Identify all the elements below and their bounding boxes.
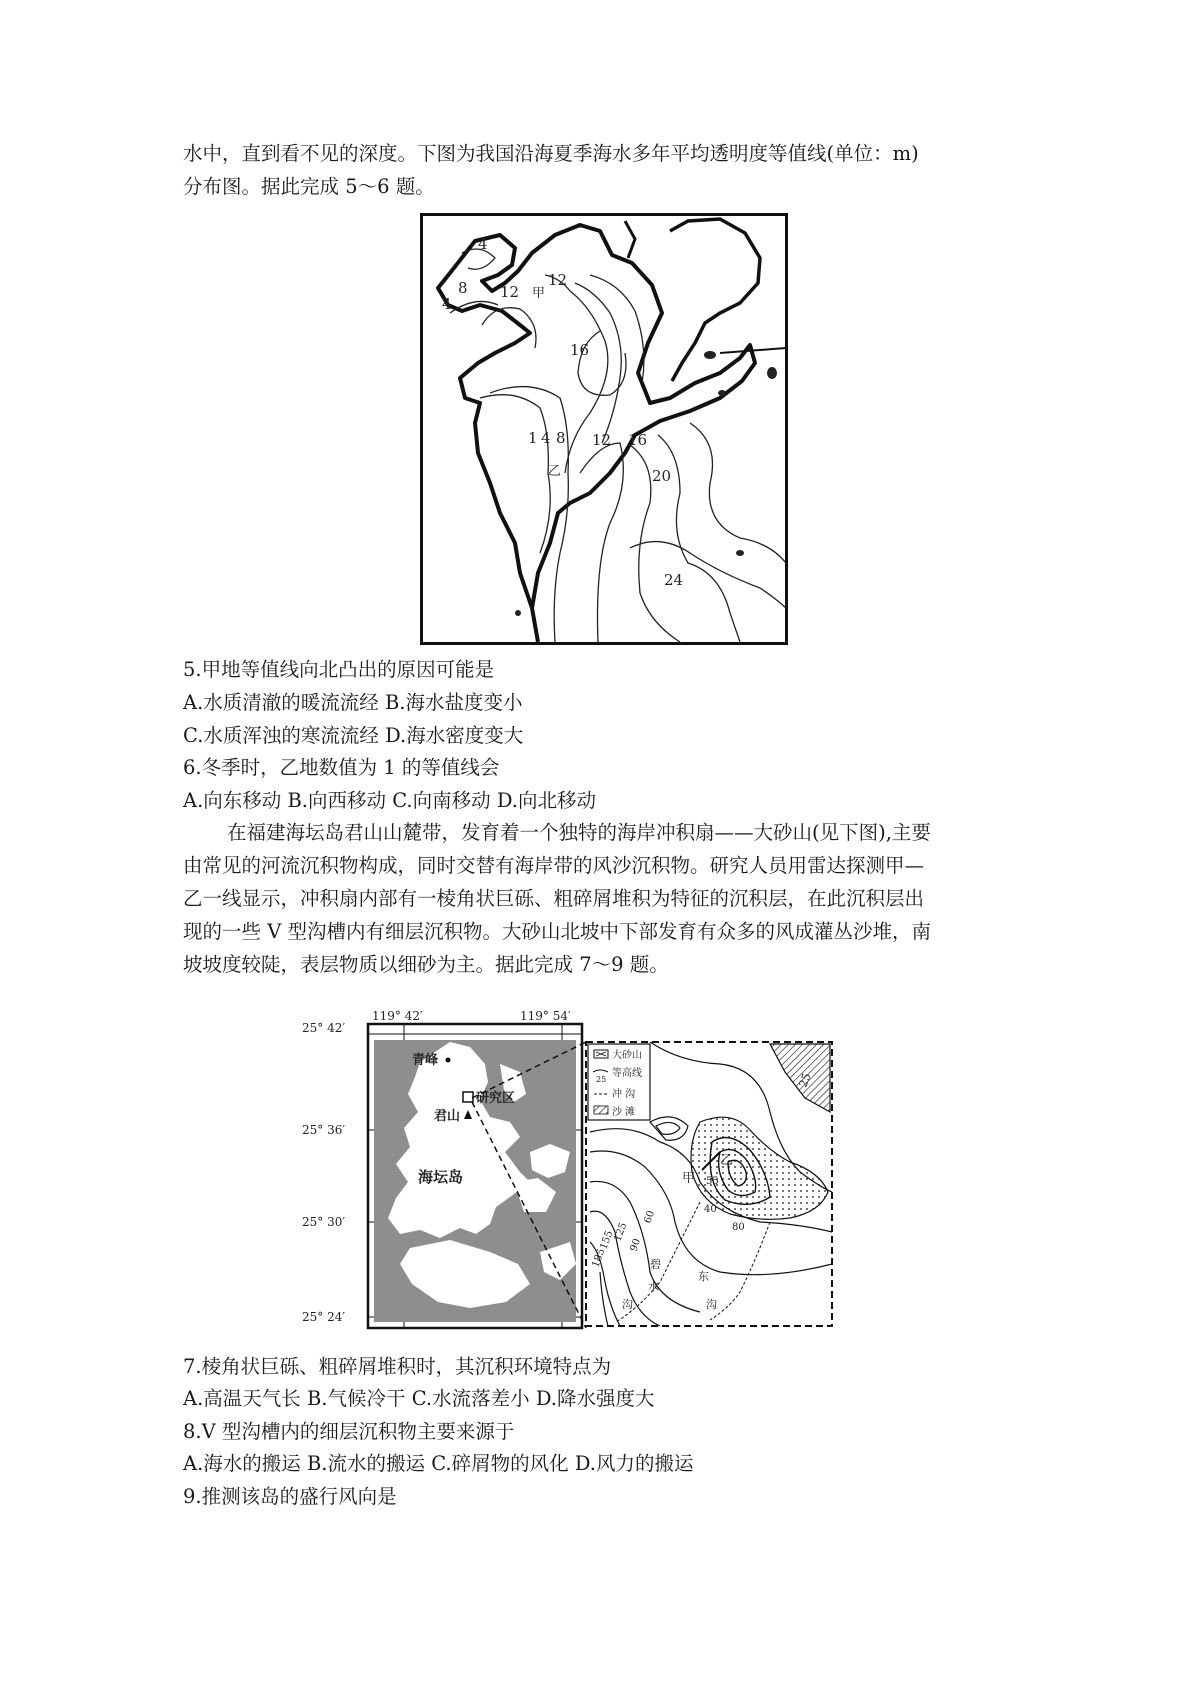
q7-stem: 7.棱角状巨砾、粗碎屑堆积时，其沉积环境特点为: [183, 1355, 612, 1378]
label-yi: 乙: [548, 464, 562, 479]
gully-gou2: 沟: [706, 1298, 717, 1311]
mountain-junshan: 君山: [434, 1109, 461, 1124]
q5-stem: 5.甲地等值线向北凸出的原因可能是: [183, 658, 495, 681]
label-v4c: 4: [541, 429, 551, 447]
q5-options-ab: A.水质清澈的暖流流经 B.海水盐度变小: [183, 691, 523, 714]
contour-185: 185: [590, 1247, 608, 1270]
q8-options: A.海水的搬运 B.流水的搬运 C.碎屑物的风化 D.风力的搬运: [183, 1452, 694, 1475]
label-v24: 24: [664, 571, 684, 589]
gully-shui: 水: [648, 1280, 659, 1293]
contour-60: 60: [642, 1209, 658, 1226]
gully-bi: 碧: [650, 1258, 661, 1271]
lat-label-2: 25° 36′: [302, 1123, 346, 1137]
map2-label-jia: 甲: [682, 1171, 696, 1186]
label-v1: 1: [528, 429, 538, 447]
contour-125: 125: [612, 1221, 630, 1244]
label-v20: 20: [652, 467, 672, 485]
q8-stem: 8.V 型沟槽内的细层沉积物主要来源于: [183, 1420, 515, 1443]
legend-dashashan: 大砂山: [612, 1050, 642, 1061]
passage-line-1: 在福建海坛岛君山山麓带，发育着一个独特的海岸冲积扇——大砂山(见下图),主要: [227, 821, 931, 844]
legend-contour-sample: 25: [596, 1075, 607, 1084]
label-v12c: 12: [592, 431, 612, 449]
contour-55: 55: [706, 1176, 719, 1187]
haitan-island-map: [300, 1002, 910, 1338]
transparency-isoline-map: [420, 213, 788, 645]
contour-155: 155: [598, 1229, 616, 1252]
lat-label-4: 25° 24′: [302, 1310, 346, 1324]
label-v16a: 16: [570, 341, 590, 359]
label-v16b: 16: [628, 431, 648, 449]
label-v4b: 4: [442, 295, 452, 313]
label-v12b: 12: [548, 271, 568, 289]
island-name: 海坛岛: [418, 1168, 464, 1186]
passage-line-3: 乙一线显示，冲积扇内部有一棱角状巨砾、粗碎屑堆积为特征的沉积层，在此沉积层出: [183, 887, 925, 910]
lat-label-1: 25° 42′: [302, 1021, 346, 1035]
label-jia: 甲: [532, 286, 546, 301]
label-v4a: 4: [478, 235, 488, 253]
intro-line-1: 水中，直到看不见的深度。下图为我国沿海夏季海水多年平均透明度等值线(单位：m): [183, 142, 919, 165]
q7-options: A.高温天气长 B.气候冷干 C.水流落差小 D.降水强度大: [183, 1387, 655, 1410]
q5-options-cd: C.水质浑浊的寒流流经 D.海水密度变大: [183, 724, 524, 747]
legend-contour: 等高线: [612, 1068, 642, 1079]
legend-gully: 冲 沟: [612, 1089, 636, 1100]
passage-line-4: 现的一些 V 型沟槽内有细层沉积物。大砂山北坡中下部发育有众多的风成灌丛沙堆，南: [183, 920, 931, 943]
contour-40: 40: [704, 1204, 717, 1215]
q6-stem: 6.冬季时，乙地数值为 1 的等值线会: [183, 756, 500, 779]
gully-dong: 东: [698, 1270, 709, 1283]
contour-90: 90: [628, 1237, 644, 1254]
map2-label-yi: 乙: [720, 1153, 734, 1168]
study-area-label: 研究区: [476, 1091, 516, 1106]
contour-25: 25: [796, 1071, 814, 1090]
legend-beach: 沙 滩: [612, 1107, 636, 1118]
contour-80: 80: [732, 1222, 745, 1233]
q6-options: A.向东移动 B.向西移动 C.向南移动 D.向北移动: [183, 789, 596, 812]
passage-line-2: 由常见的河流沉积物构成，同时交替有海岸带的风沙沉积物。研究人员用雷达探测甲—: [183, 854, 925, 877]
town-qingfeng: 青峰: [412, 1053, 439, 1068]
gully-gou1: 沟: [622, 1298, 633, 1311]
q9-stem: 9.推测该岛的盛行风向是: [183, 1485, 397, 1508]
label-v8a: 8: [458, 279, 468, 297]
lon-left-label: 119° 42′: [372, 1009, 423, 1023]
intro-line-2: 分布图。据此完成 5～6 题。: [183, 175, 435, 198]
label-v8b: 8: [556, 429, 566, 447]
lat-label-3: 25° 30′: [302, 1215, 346, 1229]
lon-right-label: 119° 54′: [520, 1009, 571, 1023]
label-v12a: 12: [500, 283, 520, 301]
passage-line-5: 坡坡度较陡，表层物质以细砂为主。据此完成 7～9 题。: [183, 953, 669, 976]
